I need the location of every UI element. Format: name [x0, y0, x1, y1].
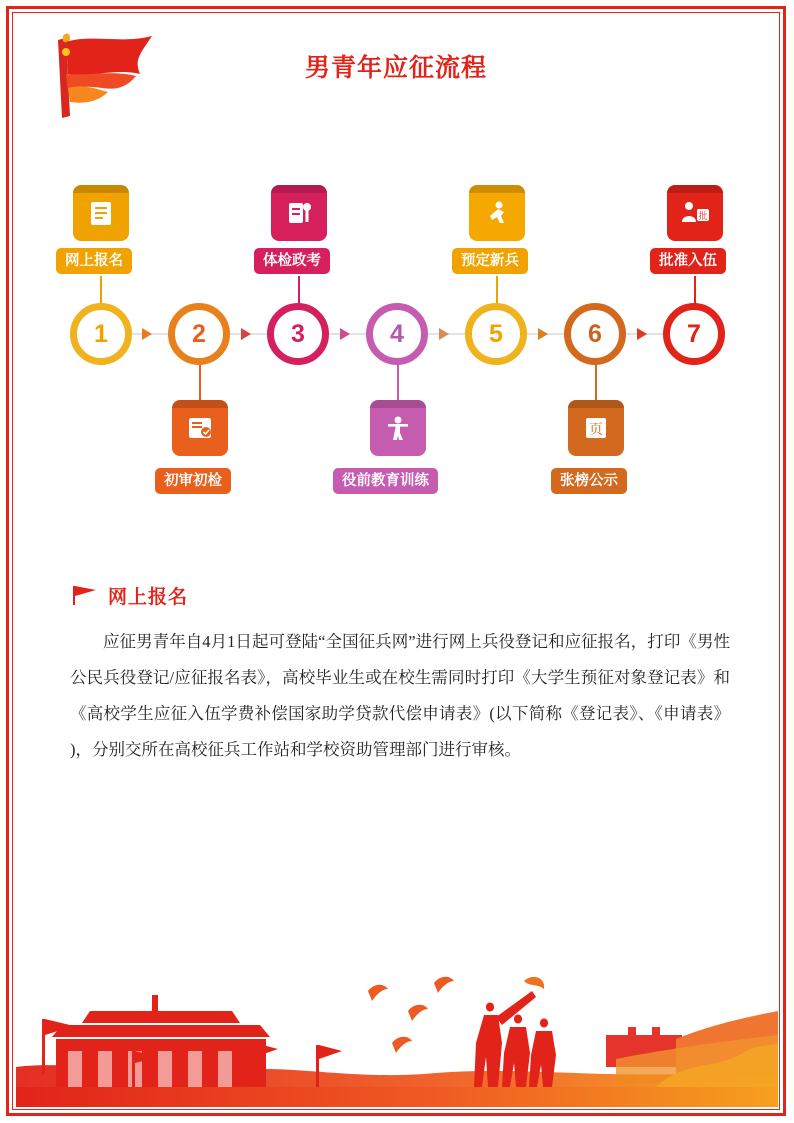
step-circle-2[interactable]: 2 [168, 303, 230, 365]
step-label-3[interactable]: 体检政考 [254, 248, 330, 274]
step-label-2[interactable]: 初审初检 [155, 468, 231, 494]
step-circle-7[interactable]: 7 [663, 303, 725, 365]
flow-diagram [30, 160, 764, 520]
medical-checkup-icon [271, 185, 327, 241]
document-list-icon [73, 185, 129, 241]
header [16, 16, 776, 116]
step-label-1[interactable]: 网上报名 [56, 248, 132, 274]
page-title: 男青年应征流程 [304, 54, 487, 82]
arrow-6-7 [637, 328, 647, 340]
step-label-5[interactable]: 预定新兵 [452, 248, 528, 274]
notice-board-icon [568, 400, 624, 456]
arrow-2-3 [241, 328, 251, 340]
red-flag-icon [70, 584, 98, 606]
step-circle-1[interactable]: 1 [70, 303, 132, 365]
arrow-3-4 [340, 328, 350, 340]
soldier-run-icon [469, 185, 525, 241]
step-label-4[interactable]: 役前教育训练 [333, 468, 438, 494]
step-label-7[interactable]: 批准入伍 [650, 248, 726, 274]
section-header [70, 580, 730, 610]
footer-illustration [16, 947, 778, 1107]
clipboard-check-icon [172, 400, 228, 456]
step-circle-4[interactable]: 4 [366, 303, 428, 365]
svg-text:页: 页 [589, 421, 603, 437]
step-label-6[interactable]: 张榜公示 [551, 468, 627, 494]
training-person-icon [370, 400, 426, 456]
content-section [70, 580, 730, 768]
arrow-5-6 [538, 328, 548, 340]
approval-stamp-icon [667, 185, 723, 241]
step-circle-5[interactable]: 5 [465, 303, 527, 365]
section-title: 网上报名 [108, 586, 189, 608]
svg-text:批: 批 [698, 211, 708, 221]
step-circle-6[interactable]: 6 [564, 303, 626, 365]
arrow-1-2 [142, 328, 152, 340]
arrow-4-5 [439, 328, 449, 340]
section-paragraph: 应征男青年自4月1日起可登陆“全国征兵网”进行网上兵役登记和应征报名，打印《男性公民兵役登记/应征报名表》，高校毕业生或在校生需同时打印《大学生预征对象登记表》和《高校学生应征入伍学费补偿国家助学贷款代偿申请表》(以下简称《登记表》、《申请表》 )，分别交所在高校征兵工作站和学校资助管理部门进行审核。 [70, 632, 730, 759]
step-circle-3[interactable]: 3 [267, 303, 329, 365]
